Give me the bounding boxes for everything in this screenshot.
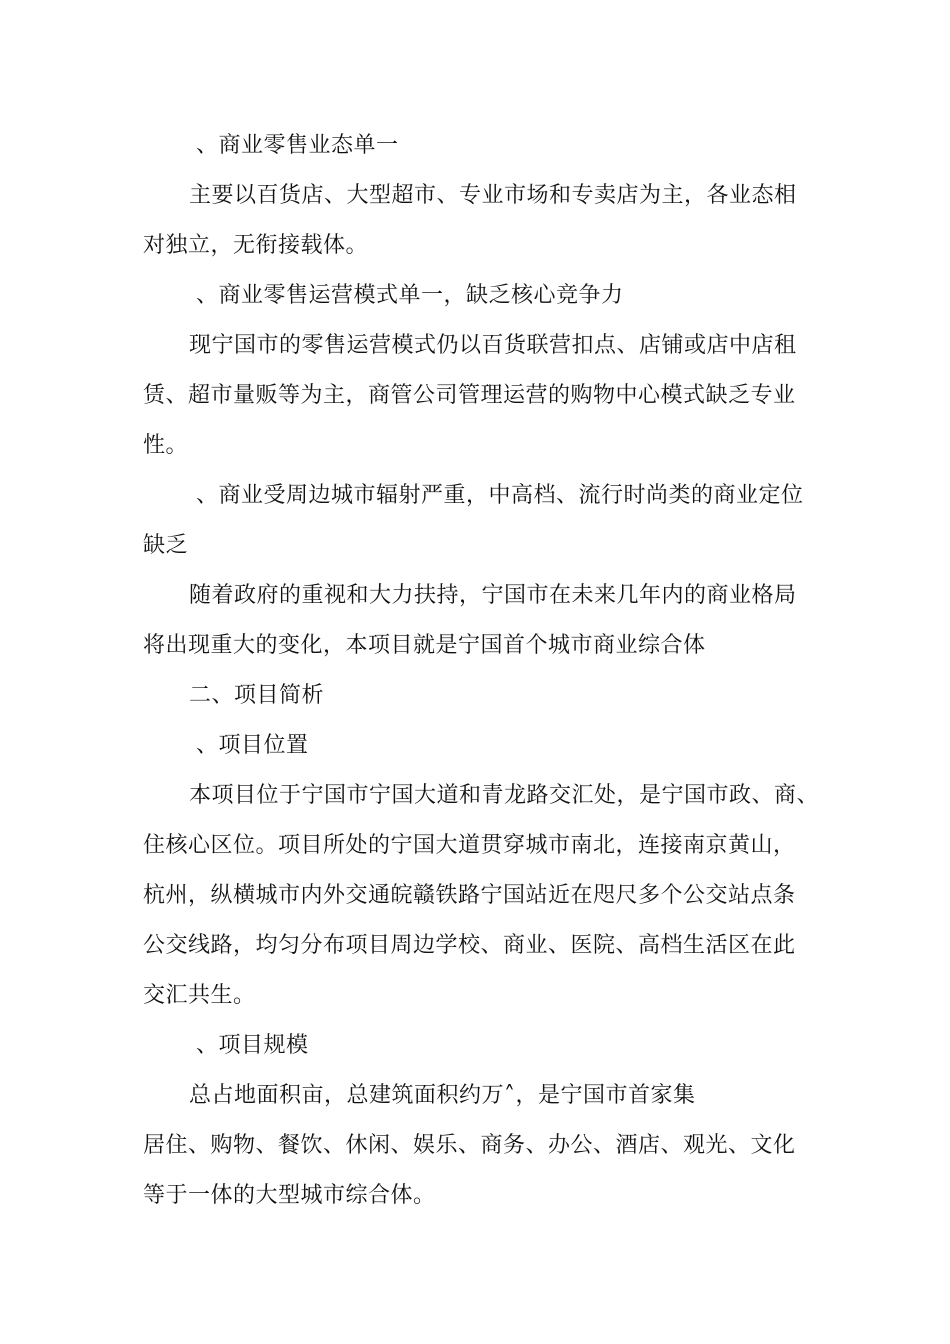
paragraph-line: 公交线路，均匀分布项目周边学校、商业、医院、高档生活区在此 [143, 933, 796, 958]
paragraph-line: 本项目位于宁国市宁国大道和青龙路交汇处，是宁国市政、商、 [189, 783, 820, 808]
paragraph-line: 杭州，纵横城市内外交通皖赣铁路宁国站近在咫尺多个公交站点条 [143, 883, 796, 908]
section-title-project-analysis: 二、项目简析 [189, 683, 325, 708]
heading-operation-model: 、商业零售运营模式单一，缺乏核心竞争力 [196, 283, 624, 308]
heading-project-location: 、项目位置 [196, 733, 309, 758]
paragraph-line: 主要以百货店、大型超市、专业市场和专卖店为主，各业态相 [189, 183, 797, 208]
paragraph-line: 赁、超市量贩等为主，商管公司管理运营的购物中心模式缺乏专业 [143, 383, 796, 408]
heading-project-scale: 、项目规模 [196, 1033, 309, 1058]
paragraph-line: 交汇共生。 [143, 983, 256, 1008]
paragraph-line: 对独立，无衔接载体。 [143, 233, 369, 258]
paragraph-line: 性。 [143, 433, 189, 458]
paragraph-line: 住核心区位。项目所处的宁国大道贯穿城市南北，连接南京黄山， [143, 833, 796, 858]
heading-radiation-cont: 缺乏 [143, 533, 189, 558]
paragraph-line: 居住、购物、餐饮、休闲、娱乐、商务、办公、酒店、观光、文化 [143, 1133, 796, 1158]
heading-radiation: 、商业受周边城市辐射严重，中高档、流行时尚类的商业定位 [196, 483, 804, 508]
paragraph-line: 现宁国市的零售运营模式仍以百货联营扣点、店铺或店中店租 [189, 333, 797, 358]
paragraph-line: 将出现重大的变化，本项目就是宁国首个城市商业综合体 [143, 633, 706, 658]
heading-retail-format: 、商业零售业态单一 [196, 133, 399, 158]
paragraph-line: 总占地面积亩，总建筑面积约万˄，是宁国市首家集 [189, 1083, 696, 1108]
paragraph-line: 等于一体的大型城市综合体。 [143, 1183, 436, 1208]
paragraph-line: 随着政府的重视和大力扶持，宁国市在未来几年内的商业格局 [189, 583, 797, 608]
